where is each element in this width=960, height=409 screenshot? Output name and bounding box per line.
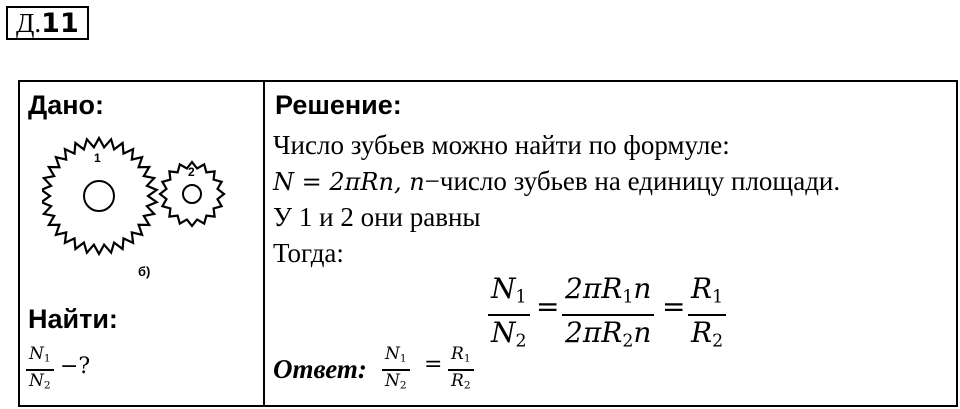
- answer-fraction-2: $R_1$ $R_2$: [448, 344, 474, 395]
- find-suffix: −?: [60, 354, 91, 379]
- solution-line-4: Тогда:: [273, 238, 344, 268]
- solution-line-1: Число зубьев можно найти по формуле:: [273, 130, 730, 160]
- large-gear-hub: [84, 181, 114, 211]
- badge-number: 11: [41, 8, 79, 39]
- gear1-label: 1: [94, 151, 101, 165]
- eq-sign-1: =: [536, 290, 560, 323]
- eq-fraction-2: $2\pi R_1n$ $2\pi R_2n$: [562, 272, 654, 359]
- formula: N = 2πRn, n: [273, 168, 425, 196]
- find-fraction: $N_1$ $N_2$: [26, 344, 54, 395]
- given-heading: Дано:: [28, 90, 105, 120]
- solution-heading: Решение:: [275, 90, 402, 120]
- problem-table: [18, 80, 958, 407]
- formula-explanation: −число зубьев на единицу площади.: [424, 166, 841, 196]
- column-divider: [263, 82, 265, 405]
- answer-label: Ответ:: [273, 354, 367, 384]
- eq-fraction-3: $R_1$ $R_2$: [688, 272, 726, 359]
- eq-sign-2: =: [662, 290, 686, 323]
- solution-line-2: [273, 164, 840, 199]
- figure-caption: б): [138, 264, 151, 279]
- problem-badge: [6, 6, 89, 40]
- gear2-label: 2: [188, 165, 195, 179]
- answer-fraction-1: $N_1$ $N_2$: [382, 344, 410, 395]
- find-heading: Найти:: [28, 304, 118, 334]
- eq-fraction-1: $N_1$ $N_2$: [488, 272, 530, 359]
- answer-eq-sign: =: [424, 352, 443, 377]
- small-gear-hub: [183, 185, 201, 203]
- solution-line-3: У 1 и 2 они равны: [273, 202, 481, 232]
- gears-figure: [42, 134, 252, 289]
- badge-prefix: Д.: [16, 8, 42, 38]
